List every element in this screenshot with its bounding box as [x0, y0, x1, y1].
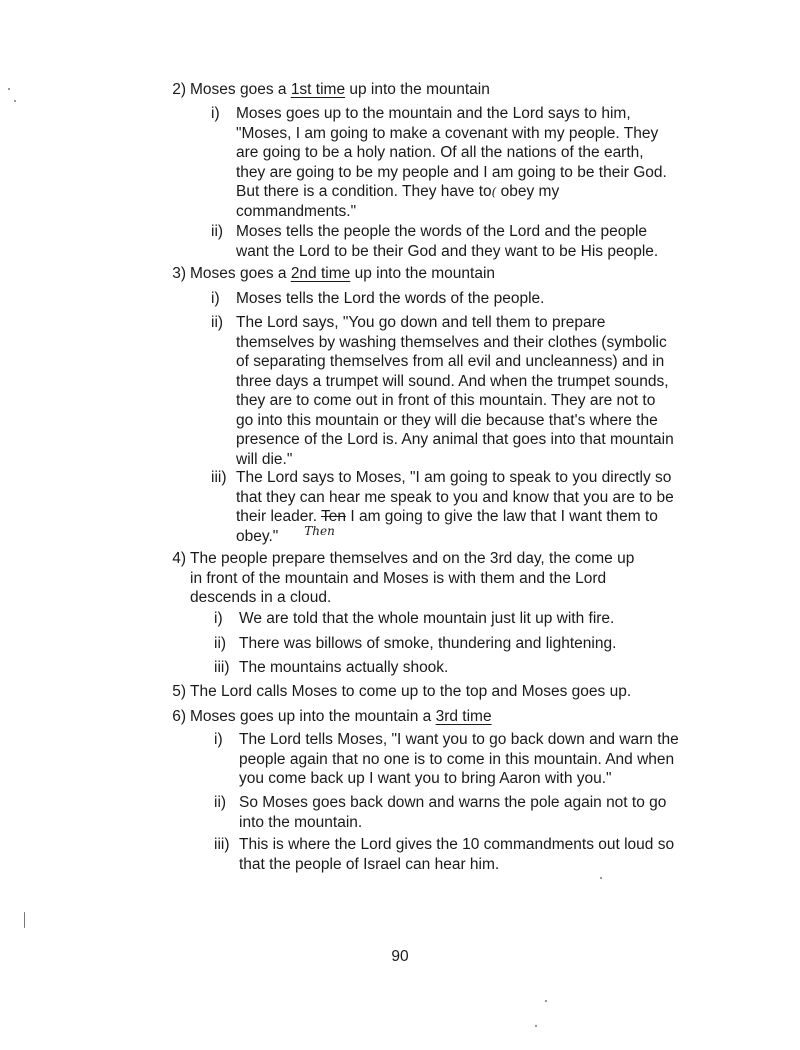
scan-speck	[535, 1025, 537, 1027]
sub-item-text: The mountains actually shook.	[239, 659, 449, 676]
scan-speck	[8, 88, 10, 90]
sub-item-number: i)	[214, 610, 223, 627]
sub-item-text: The Lord says, "You go down and tell them to prepare themselves by washing themselves and their clothes (symbolic of separating themselves from all evil and uncleanness) and in three days a trumpet will sound. And when the trumpet sounds, they are to come out in front of this mountain. They are not to go into this mountain or they will die because that's where the presence of the Lord is. Any animal that goes into that mountain will die."	[236, 314, 674, 468]
item-text: The Lord calls Moses to come up to the top and Moses goes up.	[190, 683, 632, 700]
item-text: The people prepare themselves and on the 3rd day, the come up in front of the mountain and Moses is with them and the Lord descends in a cloud.	[190, 550, 635, 606]
handwritten-mark: (	[491, 185, 497, 199]
item-heading: Moses goes a 1st time up into the mountain	[190, 81, 490, 98]
sub-item-text: Moses tells the Lord the words of the people.	[236, 290, 545, 307]
item-number: 2)	[172, 81, 186, 98]
sub-item-number: ii)	[214, 794, 227, 811]
sub-item-text: There was billows of smoke, thundering and lightening.	[239, 635, 617, 652]
sub-item-number: iii)	[211, 469, 227, 486]
item-heading: Moses goes a 2nd time up into the mountain	[190, 265, 496, 282]
sub-item-number: ii)	[211, 314, 224, 331]
sub-item-number: i)	[211, 290, 220, 307]
sub-item-number: ii)	[211, 223, 224, 240]
sub-item-text: This is where the Lord gives the 10 commandments out loud so that the people of Israel can hear him.	[239, 836, 675, 873]
sub-item-text: The Lord says to Moses, "I am going to speak to you directly so that they can hear me speak to you and know that you are to be their leader. Ten I am going to give the law that I want them to obey." $^{Then}$	[236, 469, 674, 545]
item-heading: Moses goes up into the mountain a 3rd time	[190, 708, 492, 725]
sub-item-number: i)	[211, 105, 220, 122]
sub-item-text: We are told that the whole mountain just lit up with fire.	[239, 610, 615, 627]
scan-speck	[600, 877, 602, 879]
underlined-phrase: 1st time	[290, 81, 346, 98]
sub-item-number: iii)	[214, 836, 230, 853]
item-number: 4)	[172, 550, 186, 567]
sub-item-text: So Moses goes back down and warns the pole again not to go into the mountain.	[239, 794, 667, 831]
item-number: 6)	[172, 708, 186, 725]
sub-item-text: Moses tells the people the words of the Lord and the people want the Lord to be their God and they want to be His people.	[236, 223, 659, 260]
item-number: 5)	[172, 683, 186, 700]
underlined-phrase: 2nd time	[290, 265, 351, 282]
scan-speck	[545, 1000, 547, 1002]
sub-item-number: iii)	[214, 659, 230, 676]
handwritten-correction: Then	[304, 523, 335, 538]
sub-item-number: ii)	[214, 635, 227, 652]
sub-item-text: Moses goes up to the mountain and the Lord says to him, "Moses, I am going to make a covenant with my people. They are going to be a holy nation. Of all the nations of the earth, they are going to be my people and I am going to be their God. But there is a condition. They have to( obey my commandments."	[236, 105, 667, 220]
sub-item-text: The Lord tells Moses, "I want you to go back down and warn the people again that no one is to come in this mountain. And when you come back up I want you to bring Aaron with you."	[239, 731, 679, 787]
item-number: 3)	[172, 265, 186, 282]
underlined-phrase: 3rd time	[435, 708, 492, 725]
sub-item-number: i)	[214, 731, 223, 748]
scan-speck	[24, 912, 25, 928]
struck-word: Ten	[321, 508, 347, 525]
page-number: 90	[391, 948, 409, 965]
scan-speck	[14, 100, 16, 102]
